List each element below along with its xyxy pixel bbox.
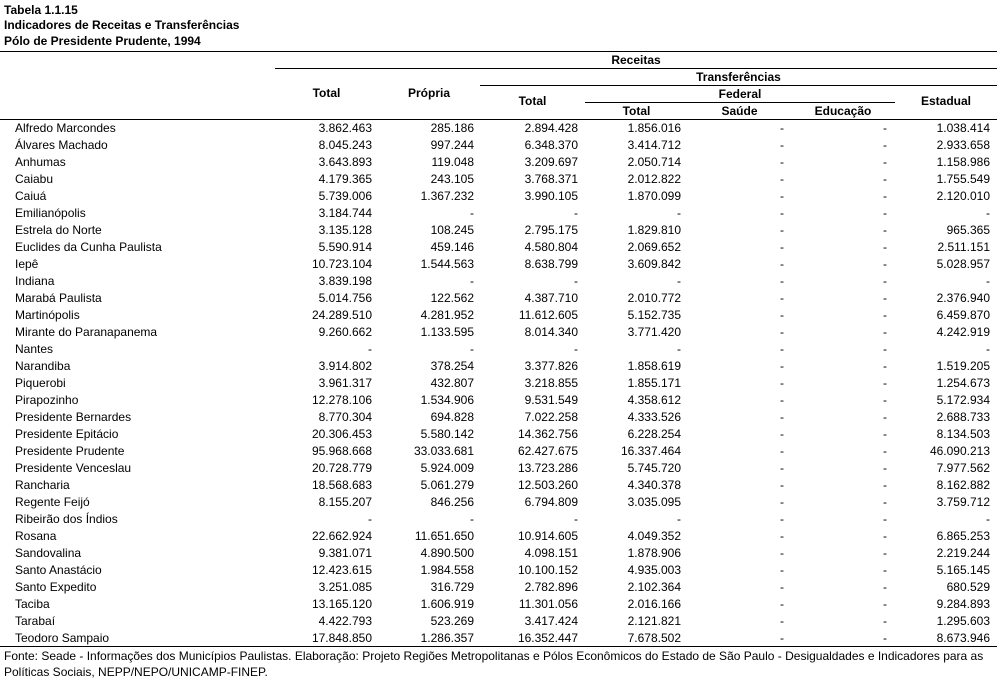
federal-total-cell: 5.152.735 [627, 308, 681, 322]
total-cell: 3.862.463 [318, 121, 372, 135]
municipio-cell: Santo Anastácio [15, 563, 102, 577]
federal-total-cell: 3.609.842 [627, 257, 681, 271]
table-row [0, 307, 997, 324]
federal-total-cell: 16.337.464 [620, 444, 681, 458]
estadual-cell: - [986, 342, 990, 356]
transferencias-total-cell: - [574, 512, 578, 526]
federal-total-cell: 4.049.352 [627, 529, 681, 543]
federal-total-cell: - [677, 512, 681, 526]
saude-cell: - [780, 376, 784, 390]
propria-cell: 1.544.563 [420, 257, 474, 271]
propria-cell: 523.269 [430, 614, 474, 628]
saude-cell: - [780, 189, 784, 203]
propria-cell: 122.562 [430, 291, 474, 305]
municipio-cell: Rancharia [15, 478, 70, 492]
total-cell: 18.568.683 [311, 478, 372, 492]
saude-cell: - [780, 240, 784, 254]
estadual-cell: 2.376.940 [936, 291, 990, 305]
propria-cell: 997.244 [430, 138, 474, 152]
municipio-cell: Estrela do Norte [15, 223, 102, 237]
educacao-cell: - [883, 291, 887, 305]
total-cell: 17.848.850 [311, 631, 372, 645]
estadual-cell: 6.459.870 [936, 308, 990, 322]
federal-total-cell: 2.050.714 [627, 155, 681, 169]
municipio-cell: Alfredo Marcondes [15, 121, 116, 135]
rule-transferencias [480, 85, 997, 86]
saude-cell: - [780, 546, 784, 560]
total-cell: - [368, 342, 372, 356]
saude-cell: - [780, 597, 784, 611]
municipio-cell: Nantes [15, 342, 54, 356]
transferencias-total-cell: 13.723.286 [517, 461, 578, 475]
saude-cell: - [780, 512, 784, 526]
total-cell: 4.422.793 [318, 614, 372, 628]
propria-cell: - [470, 274, 474, 288]
federal-total-cell: 1.829.810 [627, 223, 681, 237]
transferencias-total-cell: 3.209.697 [524, 155, 578, 169]
estadual-cell: 4.242.919 [936, 325, 990, 339]
educacao-cell: - [883, 580, 887, 594]
transferencias-total-cell: - [574, 342, 578, 356]
transferencias-total-cell: 2.782.896 [524, 580, 578, 594]
estadual-cell: 8.134.503 [936, 427, 990, 441]
table-row [0, 256, 997, 273]
saude-cell: - [780, 580, 784, 594]
total-cell: 4.179.365 [318, 172, 372, 186]
educacao-cell: - [883, 495, 887, 509]
propria-cell: - [470, 206, 474, 220]
saude-cell: - [780, 121, 784, 135]
estadual-cell: 2.688.733 [936, 410, 990, 424]
estadual-cell: 1.295.603 [936, 614, 990, 628]
table-row [0, 341, 997, 358]
propria-cell: 119.048 [431, 155, 474, 169]
transferencias-total-cell: 6.348.370 [524, 138, 578, 152]
table-row [0, 443, 997, 460]
estadual-cell: 1.755.549 [936, 172, 990, 186]
educacao-cell: - [883, 631, 887, 645]
transferencias-total-cell: 10.914.605 [517, 529, 578, 543]
municipio-cell: Narandiba [15, 359, 71, 373]
table-row [0, 205, 997, 222]
federal-total-cell: - [677, 206, 681, 220]
estadual-cell: 46.090.213 [929, 444, 990, 458]
saude-cell: - [780, 614, 784, 628]
educacao-cell: - [883, 274, 887, 288]
total-cell: - [368, 512, 372, 526]
transferencias-total-cell: 4.387.710 [524, 291, 578, 305]
propria-cell: 432.807 [430, 376, 474, 390]
total-cell: 5.014.756 [318, 291, 372, 305]
propria-cell: 694.828 [430, 410, 474, 424]
saude-cell: - [780, 257, 784, 271]
estadual-cell: - [986, 206, 990, 220]
total-cell: 95.968.668 [311, 444, 372, 458]
municipio-cell: Indiana [15, 274, 55, 288]
federal-total-cell: 1.856.016 [627, 121, 681, 135]
propria-cell: 1.606.919 [420, 597, 474, 611]
table-row [0, 273, 997, 290]
federal-total-cell: 5.745.720 [627, 461, 681, 475]
header-transferencias: Transferências [696, 70, 781, 84]
educacao-cell: - [883, 121, 887, 135]
educacao-cell: - [883, 427, 887, 441]
propria-cell: 5.061.279 [420, 478, 474, 492]
transferencias-total-cell: 9.531.549 [524, 393, 578, 407]
transferencias-total-cell: 3.768.371 [524, 172, 578, 186]
propria-cell: 243.105 [430, 172, 474, 186]
table-row [0, 324, 997, 341]
propria-cell: 1.984.558 [420, 563, 474, 577]
rule-receitas [275, 68, 997, 69]
header-total: Total [312, 86, 341, 100]
transferencias-total-cell: 6.794.809 [524, 495, 578, 509]
total-cell: 5.590.914 [318, 240, 372, 254]
estadual-cell: 3.759.712 [936, 495, 990, 509]
transferencias-total-cell: 8.638.799 [524, 257, 578, 271]
saude-cell: - [780, 427, 784, 441]
municipio-cell: Santo Expedito [15, 580, 97, 594]
saude-cell: - [780, 410, 784, 424]
total-cell: 9.381.071 [318, 546, 372, 560]
transferencias-total-cell: 11.612.605 [518, 308, 578, 322]
transferencias-total-cell: 4.580.804 [524, 240, 578, 254]
educacao-cell: - [883, 461, 887, 475]
federal-total-cell: 3.414.712 [627, 138, 681, 152]
municipio-cell: Marabá Paulista [15, 291, 102, 305]
saude-cell: - [780, 206, 784, 220]
total-cell: 8.045.243 [318, 138, 372, 152]
propria-cell: 4.281.952 [420, 308, 474, 322]
municipio-cell: Caiabu [15, 172, 54, 186]
header-receitas: Receitas [611, 53, 661, 67]
table-row [0, 596, 997, 613]
header-educacao: Educação [814, 104, 872, 118]
table-row [0, 120, 997, 137]
transferencias-total-cell: 12.503.260 [517, 478, 578, 492]
municipio-cell: Euclides da Cunha Paulista [15, 240, 162, 254]
federal-total-cell: 4.935.003 [627, 563, 681, 577]
educacao-cell: - [883, 223, 887, 237]
total-cell: 3.961.317 [318, 376, 372, 390]
educacao-cell: - [883, 342, 887, 356]
saude-cell: - [780, 359, 784, 373]
table-row [0, 545, 997, 562]
municipio-cell: Pirapozinho [15, 393, 79, 407]
bottom-rule [0, 646, 997, 647]
municipio-cell: Teodoro Sampaio [15, 631, 110, 645]
saude-cell: - [780, 495, 784, 509]
saude-cell: - [780, 563, 784, 577]
educacao-cell: - [883, 240, 887, 254]
propria-cell: 1.133.595 [420, 325, 474, 339]
table-row [0, 477, 997, 494]
total-cell: 13.165.120 [311, 597, 372, 611]
propria-cell: 316.729 [430, 580, 474, 594]
transferencias-total-cell: 14.362.756 [517, 427, 578, 441]
estadual-cell: 965.365 [946, 223, 990, 237]
table-subtitle: Pólo de Presidente Prudente, 1994 [4, 34, 201, 48]
estadual-cell: 680.529 [946, 580, 990, 594]
propria-cell: 11.651.650 [414, 529, 474, 543]
propria-cell: 378.254 [430, 359, 474, 373]
header-saude: Saúde [721, 104, 758, 118]
federal-total-cell: 2.010.772 [627, 291, 681, 305]
educacao-cell: - [883, 478, 887, 492]
propria-cell: 1.534.906 [420, 393, 474, 407]
municipio-cell: Presidente Epitácio [15, 427, 119, 441]
federal-total-cell: 2.016.166 [627, 597, 681, 611]
saude-cell: - [780, 393, 784, 407]
propria-cell: 1.367.232 [420, 189, 474, 203]
table-title: Indicadores de Receitas e Transferências [4, 18, 240, 32]
transferencias-total-cell: 8.014.340 [524, 325, 578, 339]
municipio-cell: Sandovalina [15, 546, 82, 560]
transferencias-total-cell: - [574, 206, 578, 220]
total-cell: 8.770.304 [318, 410, 372, 424]
estadual-cell: 2.511.151 [937, 240, 990, 254]
total-cell: 3.184.744 [318, 206, 372, 220]
federal-total-cell: - [677, 274, 681, 288]
total-cell: 20.728.779 [311, 461, 372, 475]
total-cell: 3.135.128 [318, 223, 372, 237]
federal-total-cell: 2.121.821 [627, 614, 681, 628]
estadual-cell: 1.158.986 [936, 155, 990, 169]
table-row [0, 409, 997, 426]
total-cell: 8.155.207 [318, 495, 372, 509]
transferencias-total-cell: 3.218.855 [524, 376, 578, 390]
saude-cell: - [780, 274, 784, 288]
educacao-cell: - [883, 172, 887, 186]
total-cell: 3.914.802 [318, 359, 372, 373]
propria-cell: 4.890.500 [420, 546, 474, 560]
propria-cell: 285.186 [430, 121, 474, 135]
educacao-cell: - [883, 257, 887, 271]
header-federal-total: Total [622, 104, 651, 118]
table-row [0, 171, 997, 188]
municipio-cell: Taciba [15, 597, 50, 611]
federal-total-cell: 1.870.099 [627, 189, 681, 203]
transferencias-total-cell: 2.894.428 [524, 121, 578, 135]
transferencias-total-cell: 3.377.826 [524, 359, 578, 373]
transferencias-total-cell: 10.100.152 [517, 563, 578, 577]
table-row [0, 511, 997, 528]
header-transferencias-total: Total [518, 94, 547, 108]
propria-cell: 108.245 [430, 223, 474, 237]
estadual-cell: 1.254.673 [936, 376, 990, 390]
estadual-cell: 5.165.145 [936, 563, 990, 577]
municipio-cell: Iepê [15, 257, 39, 271]
transferencias-total-cell: 11.301.056 [518, 597, 578, 611]
propria-cell: 459.146 [430, 240, 474, 254]
top-rule [0, 51, 997, 52]
table-row [0, 562, 997, 579]
federal-total-cell: 4.340.378 [627, 478, 681, 492]
table-number: Tabela 1.1.15 [4, 3, 78, 17]
municipio-cell: Ribeirão dos Índios [15, 512, 118, 526]
saude-cell: - [780, 478, 784, 492]
table-row [0, 426, 997, 443]
educacao-cell: - [883, 155, 887, 169]
table-row [0, 375, 997, 392]
propria-cell: 5.924.009 [420, 461, 474, 475]
municipio-cell: Regente Feijó [15, 495, 90, 509]
educacao-cell: - [883, 529, 887, 543]
estadual-cell: 8.162.882 [936, 478, 990, 492]
municipio-cell: Martinópolis [15, 308, 80, 322]
total-cell: 5.739.006 [318, 189, 372, 203]
total-cell: 3.839.198 [318, 274, 372, 288]
total-cell: 9.260.662 [318, 325, 372, 339]
municipio-cell: Presidente Prudente [15, 444, 125, 458]
propria-cell: 33.033.681 [413, 444, 474, 458]
header-estadual: Estadual [920, 94, 971, 108]
header-federal: Federal [718, 87, 762, 101]
municipio-cell: Emilianópolis [15, 206, 86, 220]
educacao-cell: - [883, 359, 887, 373]
educacao-cell: - [883, 546, 887, 560]
federal-total-cell: 3.771.420 [627, 325, 681, 339]
federal-total-cell: 2.012.822 [627, 172, 681, 186]
municipio-cell: Rosana [15, 529, 57, 543]
total-cell: 12.278.106 [311, 393, 372, 407]
table-row [0, 358, 997, 375]
table-row [0, 239, 997, 256]
total-cell: 12.423.615 [311, 563, 372, 577]
table-row [0, 528, 997, 545]
federal-total-cell: 2.102.364 [627, 580, 681, 594]
propria-cell: 846.256 [430, 495, 474, 509]
saude-cell: - [780, 325, 784, 339]
federal-total-cell: 1.878.906 [627, 546, 681, 560]
transferencias-total-cell: 16.352.447 [517, 631, 578, 645]
source-note: Fonte: Seade - Informações dos Municípios Paulistas. Elaboração: Projeto Regiões Metropolitanas e Pólos Econômicos do Estado de São Paulo - Desigualdades e Indicadores para as Políticas Sociais, NEPP/NEPO/UNICAMP-FINEP. [4, 649, 984, 679]
saude-cell: - [780, 172, 784, 186]
saude-cell: - [780, 461, 784, 475]
federal-total-cell: 2.069.652 [627, 240, 681, 254]
educacao-cell: - [883, 206, 887, 220]
educacao-cell: - [883, 138, 887, 152]
federal-total-cell: 7.678.502 [627, 631, 681, 645]
table-row [0, 613, 997, 630]
estadual-cell: 8.673.946 [936, 631, 990, 645]
educacao-cell: - [883, 325, 887, 339]
header-propria: Própria [407, 86, 450, 100]
transferencias-total-cell: 7.022.258 [524, 410, 578, 424]
federal-total-cell: 4.358.612 [627, 393, 681, 407]
table-row [0, 222, 997, 239]
federal-total-cell: 1.855.171 [627, 376, 681, 390]
propria-cell: 5.580.142 [420, 427, 474, 441]
table-row [0, 188, 997, 205]
propria-cell: - [470, 342, 474, 356]
educacao-cell: - [883, 597, 887, 611]
estadual-cell: 2.219.244 [936, 546, 990, 560]
transferencias-total-cell: 4.098.151 [524, 546, 578, 560]
estadual-cell: 2.933.658 [936, 138, 990, 152]
table-row [0, 290, 997, 307]
municipio-cell: Presidente Bernardes [15, 410, 132, 424]
municipio-cell: Tarabaí [15, 614, 56, 628]
table-row [0, 494, 997, 511]
estadual-cell: 5.172.934 [936, 393, 990, 407]
table-row [0, 154, 997, 171]
saude-cell: - [780, 291, 784, 305]
saude-cell: - [780, 444, 784, 458]
federal-total-cell: 1.858.619 [627, 359, 681, 373]
table-row [0, 579, 997, 596]
transferencias-total-cell: 3.417.424 [524, 614, 578, 628]
municipio-cell: Anhumas [15, 155, 66, 169]
saude-cell: - [780, 342, 784, 356]
table-row [0, 392, 997, 409]
educacao-cell: - [883, 512, 887, 526]
educacao-cell: - [883, 189, 887, 203]
transferencias-total-cell: 62.427.675 [517, 444, 578, 458]
educacao-cell: - [883, 393, 887, 407]
total-cell: 22.662.924 [311, 529, 372, 543]
municipio-cell: Piquerobi [15, 376, 66, 390]
estadual-cell: 9.284.893 [936, 597, 990, 611]
estadual-cell: 5.028.957 [936, 257, 990, 271]
transferencias-total-cell: - [574, 274, 578, 288]
federal-total-cell: 4.333.526 [627, 410, 681, 424]
saude-cell: - [780, 155, 784, 169]
educacao-cell: - [883, 563, 887, 577]
total-cell: 24.289.510 [311, 308, 372, 322]
estadual-cell: 7.977.562 [936, 461, 990, 475]
table-row [0, 460, 997, 477]
educacao-cell: - [883, 614, 887, 628]
saude-cell: - [780, 223, 784, 237]
municipio-cell: Mirante do Paranapanema [15, 325, 158, 339]
total-cell: 3.643.893 [318, 155, 372, 169]
estadual-cell: 1.038.414 [936, 121, 990, 135]
educacao-cell: - [883, 376, 887, 390]
propria-cell: - [470, 512, 474, 526]
table-row [0, 630, 997, 647]
rule-federal [585, 102, 895, 103]
educacao-cell: - [883, 308, 887, 322]
estadual-cell: - [986, 274, 990, 288]
total-cell: 3.251.085 [318, 580, 372, 594]
estadual-cell: - [986, 512, 990, 526]
estadual-cell: 2.120.010 [936, 189, 990, 203]
total-cell: 20.306.453 [311, 427, 372, 441]
estadual-cell: 6.865.253 [936, 529, 990, 543]
total-cell: 10.723.104 [311, 257, 372, 271]
propria-cell: 1.286.357 [420, 631, 474, 645]
municipio-cell: Caiuá [15, 189, 47, 203]
saude-cell: - [780, 529, 784, 543]
federal-total-cell: - [677, 342, 681, 356]
federal-total-cell: 3.035.095 [627, 495, 681, 509]
transferencias-total-cell: 2.795.175 [524, 223, 578, 237]
saude-cell: - [780, 631, 784, 645]
educacao-cell: - [883, 444, 887, 458]
estadual-cell: 1.519.205 [936, 359, 990, 373]
saude-cell: - [780, 308, 784, 322]
educacao-cell: - [883, 410, 887, 424]
municipio-cell: Álvares Machado [15, 138, 108, 152]
transferencias-total-cell: 3.990.105 [524, 189, 578, 203]
saude-cell: - [780, 138, 784, 152]
table-row [0, 137, 997, 154]
federal-total-cell: 6.228.254 [627, 427, 681, 441]
municipio-cell: Presidente Venceslau [15, 461, 132, 475]
